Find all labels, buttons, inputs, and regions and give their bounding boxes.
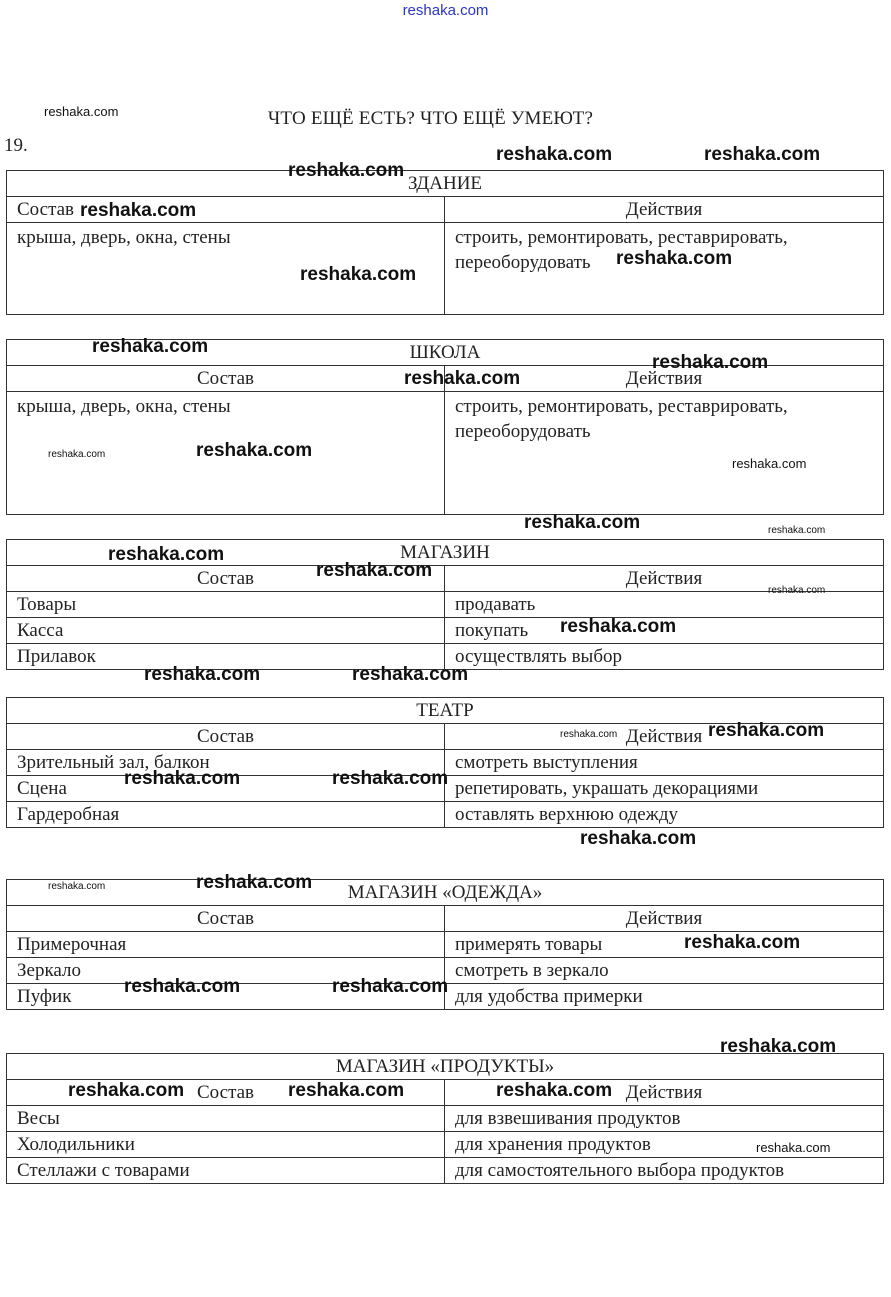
watermark: reshaka.com [720,1036,837,1057]
cell-actions: примерять товары [445,932,884,958]
cell-actions: осуществлять выбор [445,644,884,670]
column-header-composition: Состав [7,566,445,592]
cell-composition: Гардеробная [7,802,445,828]
watermark: reshaka.com [616,248,733,269]
watermark: reshaka.com [560,616,677,637]
watermark: reshaka.com [124,768,241,789]
table-row [7,1106,884,1132]
watermark: reshaka.com [80,200,197,221]
cell-actions: оставлять верхнюю одежду [445,802,884,828]
watermark: reshaka.com [332,976,449,997]
column-header-composition: Состав [7,197,445,223]
table-title: ШКОЛА [7,340,884,366]
watermark: reshaka.com [756,1140,831,1155]
watermark: reshaka.com [404,368,521,389]
watermark: reshaka.com [68,1080,185,1101]
table-theatre [6,697,884,828]
watermark: reshaka.com [708,720,825,741]
column-header-composition: Состав [7,1080,445,1106]
cell-actions: для удобства примерки [445,984,884,1010]
watermark: reshaka.com [316,560,433,581]
cell-composition: Холодильники [7,1132,445,1158]
table-building [6,170,884,315]
cell-composition: Пуфик [7,984,445,1010]
column-header-actions: Действия [445,1080,884,1106]
cell-actions: репетировать, украшать декорациями [445,776,884,802]
watermark: reshaka.com [124,976,241,997]
column-header-actions: Действия [445,566,884,592]
site-link[interactable]: reshaka.com [402,2,489,19]
cell-composition: Примерочная [7,932,445,958]
watermark: reshaka.com [684,932,801,953]
cell-actions: для самостоятельного выбора продуктов [445,1158,884,1184]
watermark: reshaka.com [352,664,469,685]
table-title: ЗДАНИЕ [7,171,884,197]
exercise-number: 19. [4,135,28,156]
watermark: reshaka.com [580,828,697,849]
cell-composition: крыша, дверь, окна, стены [7,223,445,315]
table-title: ТЕАТР [7,698,884,724]
cell-composition: Стеллажи с товарами [7,1158,445,1184]
watermark: reshaka.com [288,160,405,181]
watermark: reshaka.com [288,1080,405,1101]
watermark: reshaka.com [92,336,209,357]
table-row [7,223,884,315]
table-row [7,618,884,644]
watermark: reshaka.com [332,768,449,789]
table-title: МАГАЗИН «ОДЕЖДА» [7,880,884,906]
watermark: reshaka.com [48,449,106,460]
cell-actions: строить, ремонтировать, реставрировать, переоборудовать [445,223,884,315]
cell-composition: Весы [7,1106,445,1132]
cell-actions: смотреть выступления [445,750,884,776]
table-row [7,392,884,515]
table-row [7,1158,884,1184]
watermark: reshaka.com [560,729,618,740]
column-header-composition: Состав [7,906,445,932]
table-title: МАГАЗИН «ПРОДУКТЫ» [7,1054,884,1080]
cell-composition: крыша, дверь, окна, стены [7,392,445,515]
column-header-actions: Действия [445,366,884,392]
cell-composition: Товары [7,592,445,618]
column-header-actions: Действия [445,197,884,223]
page-title: ЧТО ЕЩЁ ЕСТЬ? ЧТО ЕЩЁ УМЕЮТ? [267,108,594,129]
watermark: reshaka.com [524,512,641,533]
cell-composition: Зрительный зал, балкон [7,750,445,776]
cell-actions: продавать [445,592,884,618]
watermark: reshaka.com [704,144,821,165]
watermark: reshaka.com [768,525,826,536]
watermark: reshaka.com [108,544,225,565]
watermark: reshaka.com [196,440,313,461]
column-header-composition: Состав [7,724,445,750]
watermark: reshaka.com [44,104,119,119]
watermark: reshaka.com [496,1080,613,1101]
cell-composition: Сцена [7,776,445,802]
cell-composition: Зеркало [7,958,445,984]
table-title: МАГАЗИН [7,540,884,566]
cell-actions: для взвешивания продуктов [445,1106,884,1132]
table-grocery-shop [6,1053,884,1184]
column-header-composition: Состав [7,366,445,392]
cell-composition: Прилавок [7,644,445,670]
table-row [7,1132,884,1158]
column-header-actions: Действия [445,906,884,932]
cell-actions: смотреть в зеркало [445,958,884,984]
watermark: reshaka.com [652,352,769,373]
watermark: reshaka.com [732,456,807,471]
table-row [7,592,884,618]
cell-composition: Касса [7,618,445,644]
watermark: reshaka.com [48,881,106,892]
watermark: reshaka.com [144,664,261,685]
cell-actions: строить, ремонтировать, реставрировать, переоборудовать [445,392,884,515]
watermark: reshaka.com [300,264,417,285]
column-header-actions: Действия [445,724,884,750]
table-row [7,802,884,828]
watermark: reshaka.com [496,144,613,165]
cell-actions: покупать [445,618,884,644]
watermark: reshaka.com [196,872,313,893]
watermark: reshaka.com [768,585,826,596]
cell-actions: для хранения продуктов [445,1132,884,1158]
